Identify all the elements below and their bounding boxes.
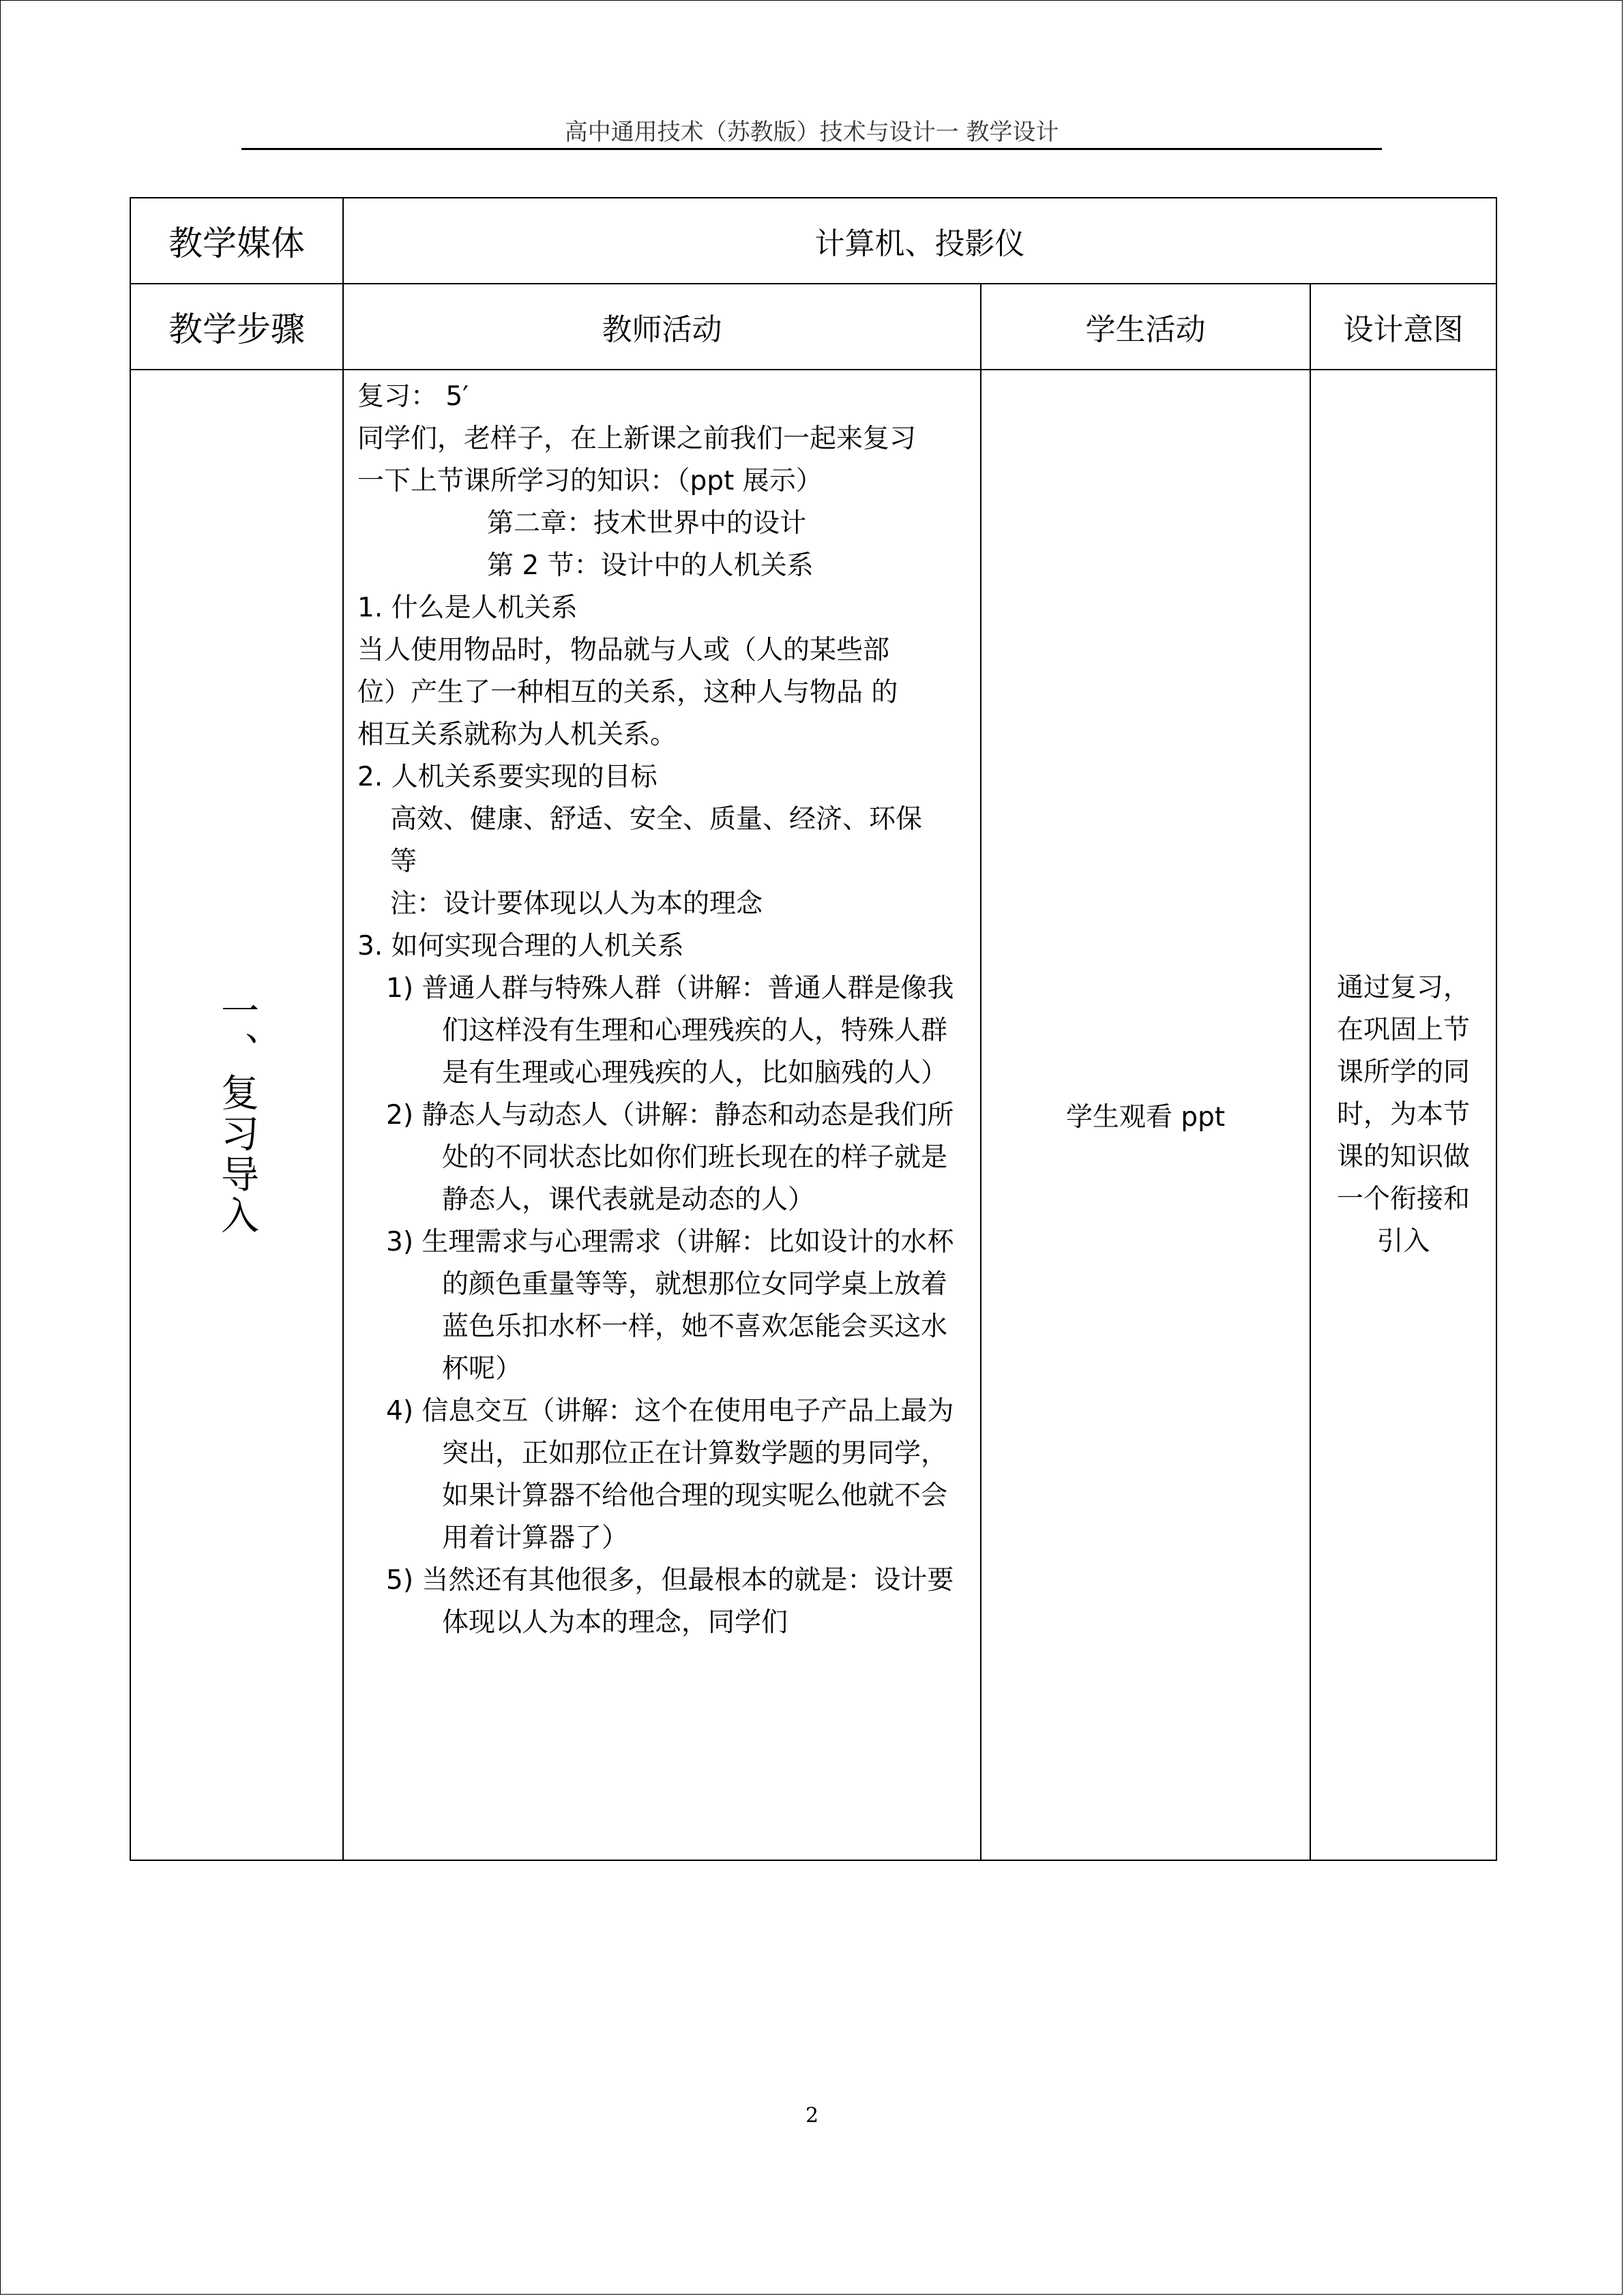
- lesson-plan-table: [130, 197, 1497, 1861]
- definition-line: 当人使用物品时，物品就与人或（人的某些部: [357, 635, 890, 666]
- intent-line: 通过复习，: [1337, 972, 1471, 1003]
- review-step-row: [130, 370, 1496, 1860]
- intro-line: 一下上节课所学习的知识：（ppt 展示）: [357, 466, 823, 496]
- intent-line: 时，为本节: [1337, 1099, 1471, 1130]
- intent-line: 在巩固上节: [1337, 1015, 1471, 1045]
- goals-line: 高效、健康、舒适、安全、质量、经济、环保: [390, 804, 923, 835]
- header-rule: [241, 148, 1382, 150]
- definition-line: 相互关系就称为人机关系。: [357, 719, 677, 750]
- teacher-activity-header: 教师活动: [343, 284, 981, 370]
- section-title: 第 2 节：设计中的人机关系: [487, 550, 814, 581]
- intent-line: 课所学的同: [1337, 1057, 1471, 1088]
- list-item: 5) 当然还有其他很多，但最根本的就是：设计要体现以人为本的理念，同学们: [386, 1565, 954, 1638]
- header-row: [130, 284, 1496, 370]
- point-heading: 2. 人机关系要实现的目标: [357, 762, 658, 792]
- goals-line: 等: [390, 846, 417, 877]
- note-line: 注：设计要体现以人为本的理念: [390, 889, 763, 919]
- step-name: 一、复习导入: [215, 991, 259, 1236]
- chapter-title: 第二章：技术世界中的设计: [487, 508, 807, 539]
- point-heading: 3. 如何实现合理的人机关系: [357, 931, 684, 961]
- intent-line: 引入: [1376, 1226, 1430, 1257]
- definition-line: 位）产生了一种相互的关系，这种人与物品 的: [357, 677, 898, 708]
- page-number: 2: [805, 2104, 819, 2128]
- steps-label: 教学步骤: [130, 284, 343, 370]
- media-row: [130, 198, 1496, 284]
- student-activity-header: 学生活动: [981, 284, 1310, 370]
- design-intent-header: 设计意图: [1310, 284, 1496, 370]
- list-item: 3) 生理需求与心理需求（讲解：比如设计的水杯的颜色重量等等，就想那位女同学桌上放着蓝色乐扣水杯一样，她不喜欢怎能会买这水杯呢）: [386, 1227, 954, 1384]
- media-value: 计算机、投影仪: [343, 198, 1496, 284]
- intent-line: 一个衔接和: [1337, 1184, 1471, 1214]
- review-time-line: 复习： 5′: [357, 381, 469, 412]
- page-header-title: 高中通用技术（苏教版）技术与设计一 教学设计: [564, 119, 1059, 146]
- teacher-activity-cell: [343, 370, 981, 1860]
- design-intent-cell: [1310, 370, 1496, 1860]
- intent-line: 课的知识做: [1337, 1142, 1471, 1172]
- list-item: 2) 静态人与动态人（讲解：静态和动态是我们所处的不同状态比如你们班长现在的样子就是静态人，课代表就是动态的人）: [386, 1100, 954, 1215]
- media-label: 教学媒体: [130, 198, 343, 284]
- intro-line: 同学们，老样子，在上新课之前我们一起来复习: [357, 423, 917, 454]
- step-cell: [130, 370, 343, 1860]
- list-item: 4) 信息交互（讲解：这个在使用电子产品上最为突出，正如那位正在计算数学题的男同学，如果计算器不给他合理的现实呢么他就不会用着计算器了）: [386, 1396, 954, 1553]
- point-heading: 1. 什么是人机关系: [357, 593, 578, 623]
- list-item: 1) 普通人群与特殊人群（讲解：普通人群是像我们这样没有生理和心理残疾的人，特殊人群是有生理或心理残疾的人，比如脑残的人）: [386, 973, 954, 1088]
- student-activity-cell: 学生观看 ppt: [981, 370, 1310, 1860]
